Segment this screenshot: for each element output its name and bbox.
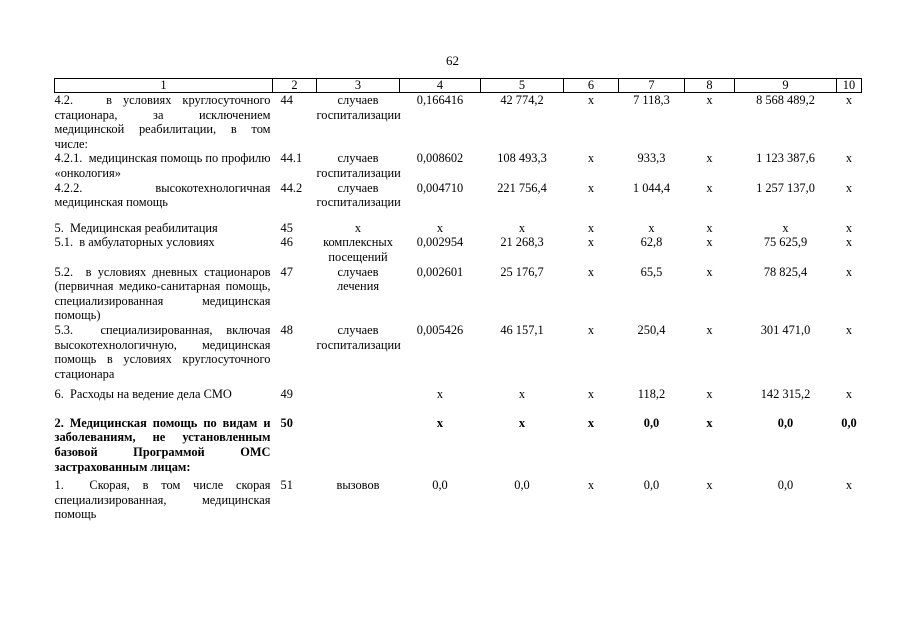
- row-cell: х: [587, 235, 595, 250]
- row-cell: 46 157,1: [500, 322, 544, 337]
- row-cell: 62,8: [640, 235, 663, 250]
- row-cell: х: [845, 151, 853, 166]
- row-cell: х: [706, 93, 713, 107]
- row-cell: 0,0: [777, 415, 794, 430]
- row-cell: 0,002601: [416, 264, 464, 279]
- row-code: 45: [280, 220, 293, 235]
- row-cell: х: [845, 220, 853, 235]
- row-cell: 1 044,4: [632, 180, 671, 195]
- row-cell: х: [518, 387, 526, 402]
- row-cell: х: [706, 235, 713, 250]
- row-cell: х: [587, 415, 595, 430]
- row-cell: х: [845, 322, 853, 337]
- row-cell: х: [518, 220, 526, 235]
- table-row: [55, 478, 862, 522]
- column-header: 3: [317, 79, 400, 93]
- row-cell: х: [436, 220, 444, 235]
- row-cell: 142 315,2: [760, 387, 811, 402]
- table-header-row: [55, 79, 862, 93]
- row-unit: случаев госпитализации: [316, 151, 401, 180]
- row-cell: 0,005426: [416, 322, 464, 337]
- row-unit: случаев госпитализации: [316, 322, 401, 352]
- row-cell: 0,0: [643, 415, 660, 430]
- row-cell: х: [436, 415, 444, 430]
- column-header: 9: [735, 79, 837, 93]
- row-cell: 65,5: [640, 264, 663, 279]
- row-code: 46: [280, 235, 293, 250]
- row-cell: х: [587, 151, 595, 166]
- row-cell: 108 493,3: [497, 151, 547, 166]
- row-cell: 8 568 489,2: [756, 93, 815, 107]
- row-title: 2. Медицинская помощь по видам и заболеваниям, не установленным базовой Программой ОМС застрахованным лицам:: [54, 415, 271, 474]
- row-code: 49: [280, 387, 293, 402]
- row-cell: 1 123 387,6: [756, 151, 815, 166]
- row-cell: 0,004710: [416, 180, 464, 195]
- table-row: [55, 323, 862, 381]
- row-cell: 0,0: [514, 478, 530, 493]
- row-unit: случаев госпитализации: [316, 93, 401, 122]
- row-title: 5.1. в амбулаторных условиях: [54, 235, 215, 250]
- row-cell: 301 471,0: [760, 322, 811, 337]
- row-cell: х: [706, 387, 713, 402]
- row-unit: случаев лечения: [336, 264, 380, 294]
- row-cell: х: [706, 478, 713, 493]
- row-cell: х: [518, 415, 526, 430]
- row-cell: 78 825,4: [763, 264, 808, 279]
- row-spacer: [55, 402, 862, 416]
- row-cell: х: [845, 180, 853, 195]
- row-unit: х: [354, 220, 362, 235]
- row-unit: комплексных посещений: [323, 235, 393, 264]
- row-code: 44.1: [280, 151, 303, 166]
- row-cell: 0,0: [841, 415, 857, 430]
- row-cell: 21 268,3: [500, 235, 544, 250]
- row-code: 50: [280, 415, 293, 430]
- row-cell: 75 625,9: [763, 235, 808, 250]
- row-cell: 0,166416: [416, 93, 464, 107]
- page-number: 62: [446, 53, 459, 68]
- row-cell: х: [782, 220, 789, 235]
- row-title: 4.2.1. медицинская помощь по профилю «онкология»: [54, 151, 271, 180]
- row-cell: 221 756,4: [497, 180, 547, 195]
- row-cell: 0,0: [777, 478, 794, 493]
- column-header: 2: [273, 79, 317, 93]
- row-cell: 250,4: [637, 322, 666, 337]
- table-row: [55, 151, 862, 180]
- row-title: 1. Скорая, в том числе скорая специализированная, медицинская помощь: [54, 478, 271, 522]
- table-row: [55, 387, 862, 402]
- row-cell: х: [845, 478, 853, 493]
- column-header: 1: [55, 79, 273, 93]
- row-title: 5.2. в условиях дневных стационаров (первичная медико-санитарная помощь, специализированная медицинская помощь): [54, 264, 271, 323]
- row-code: 51: [280, 478, 293, 493]
- row-cell: х: [706, 151, 713, 166]
- table-row: [55, 93, 862, 152]
- table-row-section: [55, 416, 862, 474]
- row-cell: 933,3: [637, 151, 666, 166]
- row-cell: х: [587, 93, 595, 107]
- row-cell: 1 257 137,0: [756, 180, 815, 195]
- row-cell: 118,2: [637, 387, 666, 402]
- table-row: [55, 265, 862, 323]
- row-code: 44: [280, 93, 293, 107]
- row-title: 6. Расходы на ведение дела СМО: [54, 387, 232, 402]
- row-cell: х: [845, 235, 853, 250]
- row-unit: [317, 416, 400, 474]
- column-header: 5: [481, 79, 564, 93]
- data-table: [54, 78, 862, 522]
- row-code: 47: [280, 264, 293, 279]
- row-cell: 0,008602: [416, 151, 464, 166]
- row-cell: х: [587, 478, 595, 493]
- row-cell: х: [587, 264, 595, 279]
- table-row: [55, 235, 862, 264]
- row-unit: вызовов: [336, 478, 380, 493]
- row-cell: х: [706, 415, 713, 430]
- row-cell: 42 774,2: [500, 93, 544, 107]
- column-header: 8: [685, 79, 735, 93]
- row-title: 4.2.2. высокотехнологичная медицинская помощь: [54, 180, 271, 210]
- row-unit: [317, 387, 400, 402]
- row-cell: х: [587, 322, 595, 337]
- column-header: 6: [564, 79, 619, 93]
- row-cell: 7 118,3: [633, 93, 670, 107]
- row-cell: 0,002954: [416, 235, 464, 250]
- row-code: 44.2: [280, 180, 303, 195]
- row-cell: х: [648, 220, 655, 235]
- row-cell: х: [587, 387, 595, 402]
- row-title: 4.2. в условиях круглосуточного стационара, за исключением медицинской реабилитации, в том числе:: [54, 93, 271, 151]
- row-cell: х: [587, 180, 595, 195]
- row-cell: х: [845, 264, 853, 279]
- column-header: 10: [837, 79, 862, 93]
- table-row: [55, 221, 862, 236]
- row-unit: случаев госпитализации: [316, 180, 401, 210]
- row-cell: 25 176,7: [500, 264, 544, 279]
- column-header: 7: [619, 79, 685, 93]
- row-cell: х: [436, 387, 444, 402]
- table-row: [55, 181, 862, 210]
- row-cell: 0,0: [432, 478, 448, 493]
- row-cell: х: [845, 387, 853, 402]
- row-cell: х: [845, 93, 853, 107]
- row-title: 5. Медицинская реабилитация: [54, 220, 218, 235]
- row-cell: х: [587, 220, 595, 235]
- row-cell: х: [706, 264, 713, 279]
- row-cell: 0,0: [643, 478, 660, 493]
- column-header: 4: [400, 79, 481, 93]
- row-code: 48: [280, 322, 293, 337]
- row-cell: х: [706, 322, 713, 337]
- row-cell: х: [706, 180, 713, 195]
- row-spacer: [55, 210, 862, 221]
- row-title: 5.3. специализированная, включая высокотехнологичную, медицинская помощь в условиях круглосуточного стационара: [54, 322, 271, 381]
- row-cell: х: [706, 220, 713, 235]
